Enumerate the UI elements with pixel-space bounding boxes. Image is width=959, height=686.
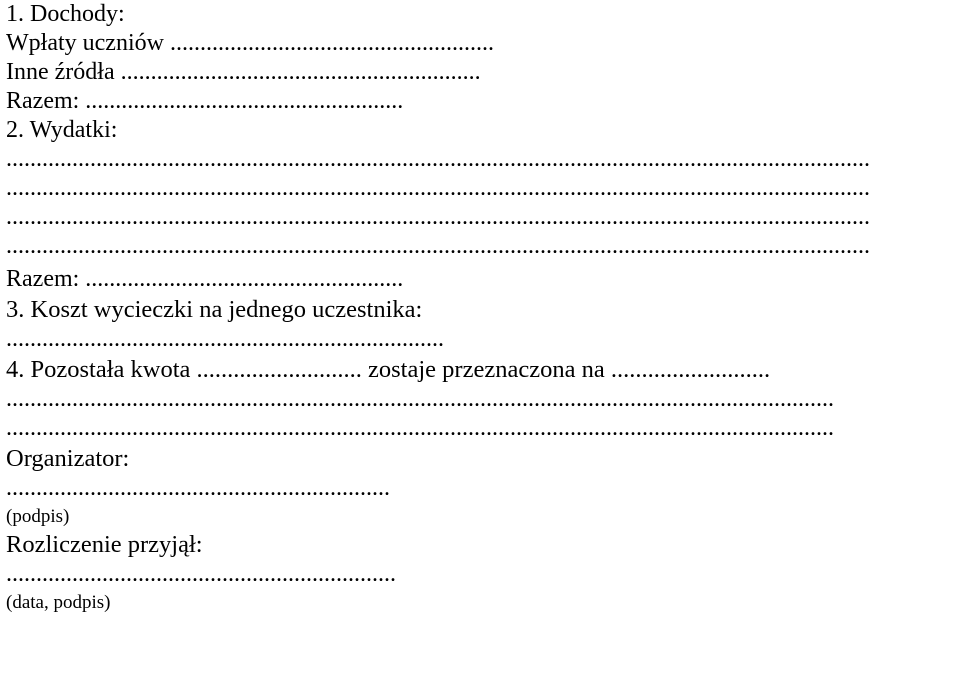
acceptance-signature-line: ................................................................. [6, 561, 396, 587]
remaining-purpose-blank-line: .......................................................................................................................................... [6, 415, 834, 441]
expense-blank-line: ................................................................................................................................................ [6, 204, 870, 230]
expense-blank-line: ................................................................................................................................................ [6, 175, 870, 201]
other-sources-line: Inne źródła ............................................................ [6, 59, 481, 85]
student-payments-line: Wpłaty uczniów ...................................................... [6, 30, 494, 56]
expense-blank-line: ................................................................................................................................................ [6, 146, 870, 172]
cost-per-participant-blank-line: ......................................................................... [6, 326, 444, 352]
settlement-accepted-label: Rozliczenie przyjął: [6, 531, 203, 558]
section-heading-expenses: 2. Wydatki: [6, 117, 118, 143]
section-heading-cost-per-participant: 3. Koszt wycieczki na jednego uczestnika: [6, 296, 423, 323]
section-heading-income: 1. Dochody: [6, 1, 125, 27]
remaining-purpose-blank-line: .......................................................................................................................................... [6, 386, 834, 412]
remaining-amount-line: 4. Pozostała kwota ........................... zostaje przeznaczona na .......................... [6, 356, 771, 383]
income-total-line: Razem: ..................................................... [6, 88, 404, 114]
settlement-form [6, 0, 956, 615]
expense-total-line: Razem: ..................................................... [6, 266, 404, 292]
organizer-signature-line: ................................................................ [6, 475, 390, 501]
organizer-label: Organizator: [6, 445, 130, 472]
date-signature-caption: (data, podpis) [6, 592, 111, 613]
signature-caption: (podpis) [6, 506, 70, 527]
expense-blank-line: ................................................................................................................................................ [6, 233, 870, 259]
